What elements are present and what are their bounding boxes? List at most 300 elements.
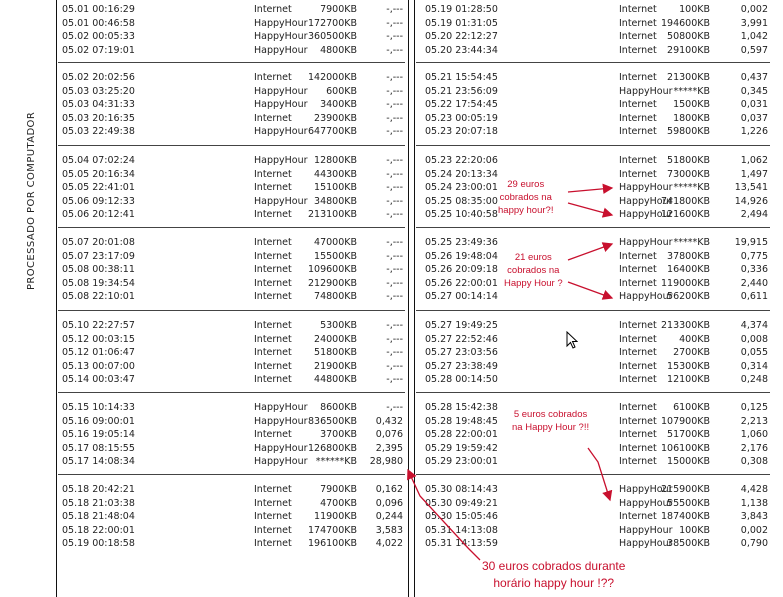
cost-cell: 0,248 <box>740 374 768 386</box>
cost-cell: -,--- <box>386 126 403 138</box>
service-cell: Internet <box>254 182 292 194</box>
cost-cell: -,--- <box>386 112 403 124</box>
service-cell: Internet <box>254 291 292 303</box>
size-cell: 51800KB <box>314 347 357 359</box>
datetime-cell: 05.28 15:42:38 <box>425 402 498 413</box>
size-cell: *****KB <box>673 237 710 248</box>
size-cell: 59800KB <box>667 126 710 138</box>
service-cell: Internet <box>619 17 657 29</box>
datetime-cell: 05.30 15:05:46 <box>425 511 498 523</box>
arrow-29-to-0525 <box>568 203 612 215</box>
datetime-cell: 05.06 20:12:41 <box>62 209 135 221</box>
cost-cell: 0,125 <box>740 402 768 413</box>
datetime-cell: 05.19 00:18:58 <box>62 538 135 550</box>
size-cell: 24000KB <box>314 333 357 345</box>
service-cell: Internet <box>254 209 292 221</box>
service-cell: Internet <box>619 112 657 124</box>
service-cell: Internet <box>254 112 292 124</box>
cost-cell: 14,926 <box>734 195 768 207</box>
cost-cell: 4,022 <box>375 538 403 550</box>
size-cell: 4800KB <box>320 44 357 56</box>
group-separator <box>416 62 770 63</box>
service-cell: HappyHour <box>619 497 673 509</box>
datetime-cell: 05.30 08:14:43 <box>425 484 498 495</box>
service-cell: Internet <box>254 484 292 495</box>
datetime-cell: 05.17 08:15:55 <box>62 442 135 454</box>
cost-cell: 0,790 <box>740 538 768 550</box>
cost-cell: -,--- <box>386 168 403 180</box>
size-cell: 213300KB <box>660 320 710 331</box>
annotation-line: happy hour?! <box>498 205 554 216</box>
size-cell: 400KB <box>679 333 710 345</box>
datetime-cell: 05.24 20:13:34 <box>425 168 498 180</box>
annotation-21-euros <box>504 251 563 290</box>
service-cell: Internet <box>254 250 292 262</box>
size-cell: 37800KB <box>667 250 710 262</box>
service-cell: Internet <box>254 497 292 509</box>
cost-cell: 2,395 <box>375 442 403 454</box>
datetime-cell: 05.02 07:19:01 <box>62 44 135 56</box>
datetime-cell: 05.23 00:05:19 <box>425 112 498 124</box>
service-cell: Internet <box>254 264 292 276</box>
cost-cell: -,--- <box>386 250 403 262</box>
datetime-cell: 05.02 00:05:33 <box>62 31 135 43</box>
cost-cell: 2,176 <box>740 442 768 454</box>
datetime-cell: 05.03 20:16:35 <box>62 112 135 124</box>
datetime-cell: 05.30 09:49:21 <box>425 497 498 509</box>
datetime-cell: 05.27 23:03:56 <box>425 347 498 359</box>
size-cell: 50800KB <box>667 31 710 43</box>
cost-cell: 0,775 <box>740 250 768 262</box>
service-cell: Internet <box>619 168 657 180</box>
service-cell: Internet <box>619 31 657 43</box>
cost-cell: -,--- <box>386 85 403 97</box>
cost-cell: -,--- <box>386 360 403 372</box>
size-cell: 21300KB <box>667 72 710 83</box>
datetime-cell: 05.12 00:03:15 <box>62 333 135 345</box>
size-cell: 106100KB <box>660 442 710 454</box>
datetime-cell: 05.28 19:48:45 <box>425 415 498 427</box>
datetime-cell: 05.03 04:31:33 <box>62 99 135 111</box>
service-cell: Internet <box>619 333 657 345</box>
service-cell: HappyHour <box>619 538 673 550</box>
datetime-cell: 05.18 21:03:38 <box>62 497 135 509</box>
cost-cell: 4,374 <box>740 320 768 331</box>
cost-cell: -,--- <box>386 182 403 194</box>
service-cell: Internet <box>619 374 657 386</box>
datetime-cell: 05.06 09:12:33 <box>62 195 135 207</box>
annotation-30-euros <box>482 558 625 592</box>
group-separator <box>416 310 770 311</box>
datetime-cell: 05.08 19:34:54 <box>62 277 135 289</box>
service-cell: Internet <box>254 4 292 15</box>
size-cell: 194600KB <box>660 17 710 29</box>
cost-cell: -,--- <box>386 277 403 289</box>
annotation-line: 29 euros <box>507 179 545 190</box>
size-cell: 12800KB <box>314 155 357 166</box>
annotation-29-euros <box>498 178 553 217</box>
size-cell: 6100KB <box>673 402 710 413</box>
size-cell: 55500KB <box>667 497 710 509</box>
page-border-left <box>56 0 57 597</box>
cost-cell: 0,611 <box>740 291 768 303</box>
size-cell: 3700KB <box>320 429 357 441</box>
cost-cell: -,--- <box>386 155 403 166</box>
service-cell: HappyHour <box>254 195 308 207</box>
cost-cell: -,--- <box>386 320 403 331</box>
cost-cell: 19,915 <box>734 237 768 248</box>
service-cell: HappyHour <box>254 456 308 468</box>
datetime-cell: 05.18 22:00:01 <box>62 524 135 536</box>
service-cell: HappyHour <box>619 85 673 97</box>
size-cell: 44800KB <box>314 374 357 386</box>
cost-cell: 2,440 <box>740 277 768 289</box>
arrow-21-to-0527 <box>568 282 612 298</box>
group-separator <box>416 392 770 393</box>
cost-cell: 28,980 <box>369 456 403 468</box>
group-separator <box>416 227 770 228</box>
service-cell: Internet <box>619 72 657 83</box>
cost-cell: 0,037 <box>740 112 768 124</box>
datetime-cell: 05.20 22:12:27 <box>425 31 498 43</box>
datetime-cell: 05.01 00:16:29 <box>62 4 135 15</box>
size-cell: 647700KB <box>307 126 357 138</box>
size-cell: 213100KB <box>307 209 357 221</box>
size-cell: 100KB <box>679 4 710 15</box>
cost-cell: 0,345 <box>740 85 768 97</box>
size-cell: 4700KB <box>320 497 357 509</box>
size-cell: 74800KB <box>314 291 357 303</box>
datetime-cell: 05.27 23:38:49 <box>425 360 498 372</box>
datetime-cell: 05.01 00:46:58 <box>62 17 135 29</box>
datetime-cell: 05.16 19:05:14 <box>62 429 135 441</box>
cost-cell: 4,428 <box>740 484 768 495</box>
service-cell: HappyHour <box>254 99 308 111</box>
datetime-cell: 05.26 22:00:01 <box>425 277 498 289</box>
cost-cell: 1,060 <box>740 429 768 441</box>
datetime-cell: 05.20 23:44:34 <box>425 44 498 56</box>
cost-cell: 0,336 <box>740 264 768 276</box>
datetime-cell: 05.21 15:54:45 <box>425 72 498 83</box>
datetime-cell: 05.25 23:49:36 <box>425 237 498 248</box>
margin-label: PROCESSADO POR COMPUTADOR <box>26 111 37 290</box>
service-cell: Internet <box>254 320 292 331</box>
size-cell: 100KB <box>679 524 710 536</box>
cost-cell: 1,138 <box>740 497 768 509</box>
column-divider-b <box>414 0 415 597</box>
service-cell: HappyHour <box>254 402 308 413</box>
service-cell: Internet <box>619 155 657 166</box>
size-cell: 44300KB <box>314 168 357 180</box>
mouse-cursor-icon <box>566 331 578 349</box>
column-divider-a <box>408 0 409 597</box>
annotation-line: cobrados na <box>499 192 552 203</box>
cost-cell: 3,843 <box>740 511 768 523</box>
cost-cell: 0,096 <box>375 497 403 509</box>
cost-cell: 13,541 <box>734 182 768 194</box>
size-cell: 212900KB <box>307 277 357 289</box>
datetime-cell: 05.28 22:00:01 <box>425 429 498 441</box>
size-cell: *****KB <box>673 182 710 194</box>
service-cell: HappyHour <box>619 524 673 536</box>
size-cell: 109600KB <box>307 264 357 276</box>
cost-cell: 3,583 <box>375 524 403 536</box>
service-cell: HappyHour <box>619 291 673 303</box>
size-cell: 121600KB <box>660 209 710 221</box>
service-cell: Internet <box>619 456 657 468</box>
size-cell: 11900KB <box>314 511 357 523</box>
datetime-cell: 05.07 23:17:09 <box>62 250 135 262</box>
datetime-cell: 05.19 01:28:50 <box>425 4 498 15</box>
datetime-cell: 05.27 00:14:14 <box>425 291 498 303</box>
cost-cell: -,--- <box>386 195 403 207</box>
size-cell: 196100KB <box>307 538 357 550</box>
datetime-cell: 05.03 22:49:38 <box>62 126 135 138</box>
datetime-cell: 05.31 14:13:59 <box>425 538 498 550</box>
datetime-cell: 05.24 23:00:01 <box>425 182 498 194</box>
size-cell: 174700KB <box>307 524 357 536</box>
datetime-cell: 05.05 22:41:01 <box>62 182 135 194</box>
cost-cell: 2,213 <box>740 415 768 427</box>
service-cell: Internet <box>619 277 657 289</box>
cost-cell: -,--- <box>386 333 403 345</box>
datetime-cell: 05.18 20:42:21 <box>62 484 135 495</box>
size-cell: 38500KB <box>667 538 710 550</box>
service-cell: HappyHour <box>254 126 308 138</box>
service-cell: Internet <box>254 374 292 386</box>
size-cell: 1800KB <box>673 112 710 124</box>
datetime-cell: 05.29 19:59:42 <box>425 442 498 454</box>
datetime-cell: 05.07 20:01:08 <box>62 237 135 248</box>
service-cell: Internet <box>254 277 292 289</box>
size-cell: 126800KB <box>307 442 357 454</box>
service-cell: Internet <box>619 4 657 15</box>
group-separator <box>58 145 405 146</box>
service-cell: Internet <box>619 360 657 372</box>
datetime-cell: 05.04 07:02:24 <box>62 155 135 166</box>
service-cell: HappyHour <box>619 195 673 207</box>
service-cell: Internet <box>619 415 657 427</box>
service-cell: Internet <box>619 442 657 454</box>
size-cell: 3400KB <box>320 99 357 111</box>
cost-cell: 3,991 <box>740 17 768 29</box>
size-cell: 7900KB <box>320 484 357 495</box>
cost-cell: -,--- <box>386 347 403 359</box>
size-cell: 5300KB <box>320 320 357 331</box>
size-cell: 1500KB <box>673 99 710 111</box>
service-cell: Internet <box>254 429 292 441</box>
datetime-cell: 05.27 19:49:25 <box>425 320 498 331</box>
size-cell: 29100KB <box>667 44 710 56</box>
size-cell: 56200KB <box>667 291 710 303</box>
cost-cell: -,--- <box>386 99 403 111</box>
cost-cell: -,--- <box>386 17 403 29</box>
datetime-cell: 05.21 23:56:09 <box>425 85 498 97</box>
annotation-line: Happy Hour ? <box>504 278 563 289</box>
group-separator <box>58 474 405 475</box>
datetime-cell: 05.19 01:31:05 <box>425 17 498 29</box>
group-separator <box>58 227 405 228</box>
size-cell: 7900KB <box>320 4 357 15</box>
cost-cell: 0,031 <box>740 99 768 111</box>
service-cell: HappyHour <box>254 442 308 454</box>
service-cell: Internet <box>619 264 657 276</box>
datetime-cell: 05.23 22:20:06 <box>425 155 498 166</box>
cost-cell: 1,226 <box>740 126 768 138</box>
datetime-cell: 05.08 22:10:01 <box>62 291 135 303</box>
size-cell: 741800KB <box>660 195 710 207</box>
group-separator <box>416 145 770 146</box>
service-cell: Internet <box>619 429 657 441</box>
service-cell: Internet <box>619 126 657 138</box>
cost-cell: 0,002 <box>740 4 768 15</box>
service-cell: Internet <box>619 44 657 56</box>
cost-cell: -,--- <box>386 291 403 303</box>
service-cell: HappyHour <box>254 17 308 29</box>
service-cell: Internet <box>619 250 657 262</box>
size-cell: 15500KB <box>314 250 357 262</box>
cost-cell: -,--- <box>386 209 403 221</box>
size-cell: ******KB <box>315 456 357 468</box>
service-cell: HappyHour <box>254 415 308 427</box>
arrow-21-to-0525 <box>568 244 612 260</box>
size-cell: 15300KB <box>667 360 710 372</box>
cost-cell: 0,308 <box>740 456 768 468</box>
arrow-29-to-0524 <box>568 188 612 192</box>
size-cell: 47000KB <box>314 237 357 248</box>
service-cell: Internet <box>619 320 657 331</box>
size-cell: 142000KB <box>307 72 357 83</box>
size-cell: 119000KB <box>660 277 710 289</box>
size-cell: 23900KB <box>314 112 357 124</box>
size-cell: 15000KB <box>667 456 710 468</box>
size-cell: 73000KB <box>667 168 710 180</box>
datetime-cell: 05.02 20:02:56 <box>62 72 135 83</box>
size-cell: 107900KB <box>660 415 710 427</box>
size-cell: 215900KB <box>660 484 710 495</box>
group-separator <box>58 392 405 393</box>
datetime-cell: 05.15 10:14:33 <box>62 402 135 413</box>
datetime-cell: 05.14 00:03:47 <box>62 374 135 386</box>
annotation-line: 30 euros cobrados durante <box>482 559 626 573</box>
datetime-cell: 05.03 03:25:20 <box>62 85 135 97</box>
datetime-cell: 05.28 00:14:50 <box>425 374 498 386</box>
annotation-line: 5 euros cobrados <box>513 409 588 420</box>
datetime-cell: 05.16 09:00:01 <box>62 415 135 427</box>
size-cell: 15100KB <box>314 182 357 194</box>
service-cell: Internet <box>254 511 292 523</box>
datetime-cell: 05.10 22:27:57 <box>62 320 135 331</box>
size-cell: *****KB <box>673 85 710 97</box>
datetime-cell: 05.05 20:16:34 <box>62 168 135 180</box>
datetime-cell: 05.29 23:00:01 <box>425 456 498 468</box>
service-cell: HappyHour <box>254 85 308 97</box>
service-cell: Internet <box>254 72 292 83</box>
datetime-cell: 05.22 17:54:45 <box>425 99 498 111</box>
size-cell: 187400KB <box>660 511 710 523</box>
service-cell: Internet <box>619 511 657 523</box>
datetime-cell: 05.18 21:48:04 <box>62 511 135 523</box>
datetime-cell: 05.25 10:40:58 <box>425 209 498 221</box>
service-cell: HappyHour <box>619 209 673 221</box>
size-cell: 51800KB <box>667 155 710 166</box>
service-cell: HappyHour <box>254 44 308 56</box>
service-cell: Internet <box>254 347 292 359</box>
service-cell: HappyHour <box>254 31 308 43</box>
annotation-line: horário happy hour !?? <box>493 576 615 590</box>
cost-cell: -,--- <box>386 374 403 386</box>
size-cell: 12100KB <box>667 374 710 386</box>
size-cell: 2700KB <box>673 347 710 359</box>
cost-cell: 1,497 <box>740 168 768 180</box>
size-cell: 34800KB <box>314 195 357 207</box>
cost-cell: 0,002 <box>740 524 768 536</box>
service-cell: HappyHour <box>254 155 308 166</box>
annotation-line: cobrados na <box>507 265 560 276</box>
service-cell: Internet <box>619 347 657 359</box>
datetime-cell: 05.17 14:08:34 <box>62 456 135 468</box>
datetime-cell: 05.25 08:35:00 <box>425 195 498 207</box>
cost-cell: -,--- <box>386 31 403 43</box>
service-cell: Internet <box>254 237 292 248</box>
datetime-cell: 05.26 19:48:04 <box>425 250 498 262</box>
service-cell: HappyHour <box>619 182 673 194</box>
service-cell: HappyHour <box>619 237 673 248</box>
cost-cell: 0,162 <box>375 484 403 495</box>
datetime-cell: 05.31 14:13:08 <box>425 524 498 536</box>
cost-cell: -,--- <box>386 402 403 413</box>
annotation-line: 21 euros <box>514 252 552 263</box>
cost-cell: 0,076 <box>375 429 403 441</box>
size-cell: 16400KB <box>667 264 710 276</box>
group-separator <box>58 62 405 63</box>
cost-cell: 0,597 <box>740 44 768 56</box>
size-cell: 51700KB <box>667 429 710 441</box>
service-cell: HappyHour <box>619 484 673 495</box>
size-cell: 21900KB <box>314 360 357 372</box>
cost-cell: -,--- <box>386 264 403 276</box>
cost-cell: 0,314 <box>740 360 768 372</box>
cost-cell: 2,494 <box>740 209 768 221</box>
service-cell: Internet <box>254 333 292 345</box>
cost-cell: 0,432 <box>375 415 403 427</box>
cost-cell: 0,008 <box>740 333 768 345</box>
cost-cell: -,--- <box>386 44 403 56</box>
service-cell: Internet <box>254 524 292 536</box>
group-separator <box>58 310 405 311</box>
cost-cell: -,--- <box>386 237 403 248</box>
size-cell: 600KB <box>326 85 357 97</box>
datetime-cell: 05.12 01:06:47 <box>62 347 135 359</box>
size-cell: 172700KB <box>307 17 357 29</box>
datetime-cell: 05.26 20:09:18 <box>425 264 498 276</box>
cost-cell: 1,062 <box>740 155 768 166</box>
annotation-5-euros <box>512 408 589 434</box>
service-cell: Internet <box>619 99 657 111</box>
cost-cell: 0,055 <box>740 347 768 359</box>
cost-cell: -,--- <box>386 72 403 83</box>
datetime-cell: 05.27 22:52:46 <box>425 333 498 345</box>
datetime-cell: 05.23 20:07:18 <box>425 126 498 138</box>
cost-cell: -,--- <box>386 4 403 15</box>
cost-cell: 1,042 <box>740 31 768 43</box>
datetime-cell: 05.13 00:07:00 <box>62 360 135 372</box>
size-cell: 360500KB <box>307 31 357 43</box>
service-cell: Internet <box>619 402 657 413</box>
service-cell: Internet <box>254 168 292 180</box>
size-cell: 8600KB <box>320 402 357 413</box>
service-cell: Internet <box>254 538 292 550</box>
